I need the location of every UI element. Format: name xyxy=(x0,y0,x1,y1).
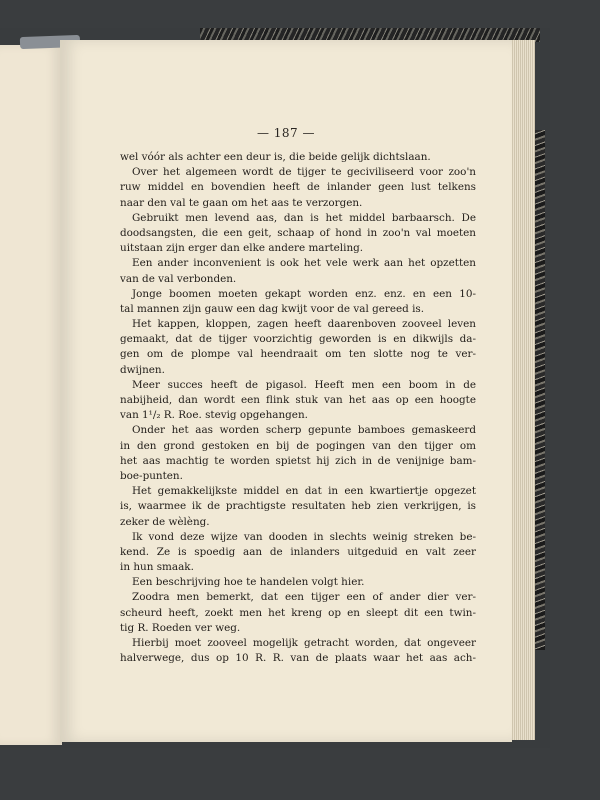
text-line: kend. Ze is spoedig aan de inlanders uitgeduid en valt zeer xyxy=(120,545,476,558)
text-line: wel vóór als achter een deur is, die beide gelijk dichtslaan. xyxy=(120,151,431,163)
body-text xyxy=(120,150,476,666)
text-line: nabijheid, dan wordt een flink stuk van het aas op een hoogte xyxy=(120,394,476,406)
text-line: Het gemakkelijkste middel en dat in een kwartiertje opgezet xyxy=(132,485,476,498)
text-line: Gebruikt men levend aas, dan is het middel barbaarsch. De xyxy=(132,211,476,224)
text-line: naar den val te gaan om het aas te verzorgen. xyxy=(120,196,363,209)
text-line: Jonge boomen moeten gekapt worden enz. enz. en een 10- xyxy=(132,287,476,300)
text-line: Meer succes heeft de pigasol. Heeft men een boom in de xyxy=(132,378,476,391)
text-line: Zoodra men bemerkt, dat een tijger een of ander dier ver- xyxy=(132,591,476,604)
text-line: Een ander inconvenient is ook het vele werk aan het opzetten xyxy=(132,257,476,270)
text-line: halverwege, dus op 10 R. R. van de plaats waar het aas ach- xyxy=(120,652,476,665)
text-line: het aas machtig te worden spietst hij zich in de venijnige bam- xyxy=(120,454,476,467)
text-line: in hun smaak. xyxy=(120,561,194,574)
text-line: Over het algemeen wordt de tijger te geciviliseerd voor zoo'n xyxy=(132,166,476,179)
text-line: tal mannen zijn gauw een dag kwijt voor de val gereed is. xyxy=(120,302,425,315)
text-line: ruw middel en bovendien heeft de inlander geen lust telkens xyxy=(120,181,476,194)
page-number: — 187 — xyxy=(256,126,316,140)
text-line: dwijnen. xyxy=(120,363,165,376)
text-line: is, waarmee ik de prachtigste resultaten heb zien verkrijgen, is xyxy=(120,500,476,513)
text-line: van de val verbonden. xyxy=(120,272,237,285)
text-line: Het kappen, kloppen, zagen heeft daarenboven zooveel leven xyxy=(132,318,476,331)
left-page xyxy=(0,45,62,745)
text-line: Ik vond deze wijze van dooden in slechts weinig streken be- xyxy=(132,530,476,543)
text-line: tig R. Roeden ver weg. xyxy=(120,621,241,634)
text-line: uitstaan zijn erger dan elke andere marteling. xyxy=(120,242,364,255)
text-line: boe-punten. xyxy=(120,469,183,482)
text-line: Een beschrijving hoe te handelen volgt hier. xyxy=(132,576,365,589)
right-page xyxy=(60,40,512,742)
text-line: Hierbij moet zooveel mogelijk getracht worden, dat ongeveer xyxy=(132,637,476,649)
text-line: gen om de plompe val heendraait om ten slotte nog te ver- xyxy=(120,348,476,361)
text-line: doodsangsten, die een geit, schaap of hond in zoo'n val moeten xyxy=(120,226,476,239)
text-line: van 1¹/₂ R. Roe. stevig opgehangen. xyxy=(120,409,308,422)
text-line: gemaakt, dat de tijger voorzichtig geworden is en dikwijls da- xyxy=(120,333,476,346)
text-line: Onder het aas worden scherp gepunte bamboes gemaskeerd xyxy=(132,424,476,437)
text-line: zeker de wèlèng. xyxy=(120,515,210,528)
text-line: scheurd heeft, zoekt men het kreng op en sleept dit een twin- xyxy=(120,606,476,619)
text-line: in den grond gestoken en bij de pogingen van den tijger om xyxy=(120,439,476,452)
